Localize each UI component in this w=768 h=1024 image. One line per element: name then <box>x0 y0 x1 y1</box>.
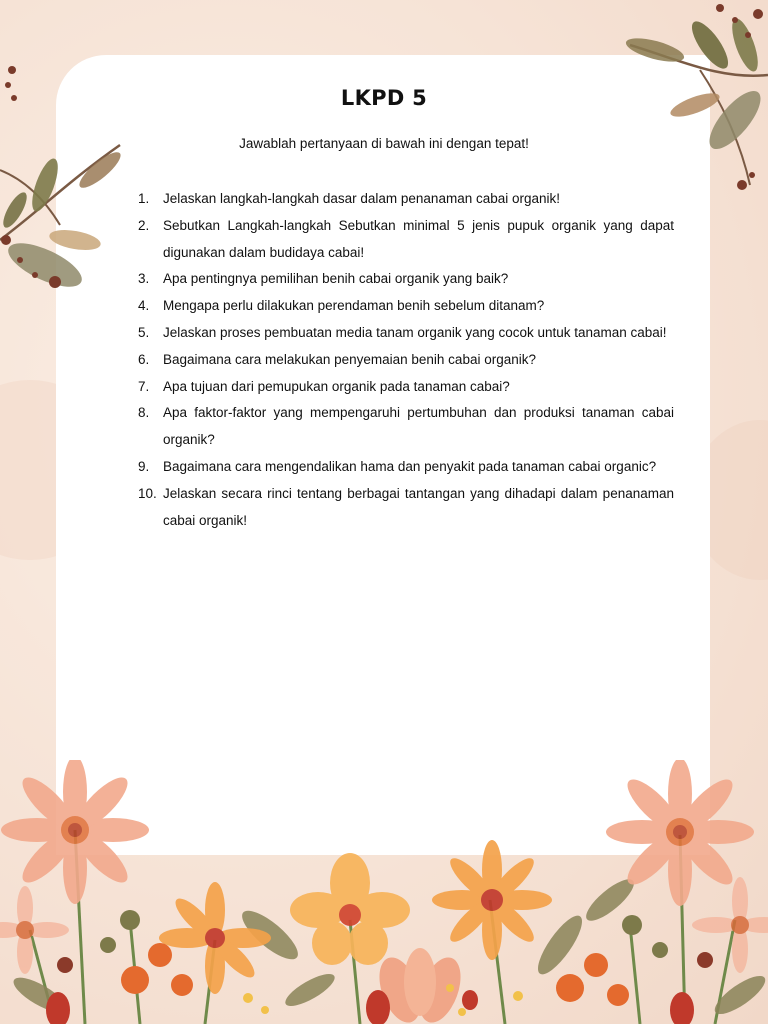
flower-border-icon <box>0 760 768 1024</box>
leaf-branch-icon <box>620 0 768 195</box>
question-text: Sebutkan Langkah-langkah Sebutkan minimal 5 jenis pupuk organik yang dapat digunakan dalam budidaya cabai! <box>163 217 674 260</box>
question-number: 5. <box>138 324 150 340</box>
question-text: Apa tujuan dari pemupukan organik pada tanaman cabai? <box>163 378 510 394</box>
question-number: 6. <box>138 351 150 367</box>
list-item <box>138 266 674 293</box>
question-number: 4. <box>138 298 150 314</box>
list-item <box>138 213 674 267</box>
page-title: LKPD 5 <box>340 86 428 110</box>
list-item <box>138 400 674 454</box>
question-number: 7. <box>138 378 150 394</box>
question-number: 3. <box>138 271 150 287</box>
question-text: Apa pentingnya pemilihan benih cabai organik yang baik? <box>163 271 509 287</box>
list-item <box>138 347 674 374</box>
question-text: Bagaimana cara mengendalikan hama dan penyakit pada tanaman cabai organic? <box>163 458 657 474</box>
question-list <box>138 186 674 534</box>
question-number: 9. <box>138 458 150 474</box>
question-number: 1. <box>138 191 150 206</box>
question-number: 8. <box>138 405 150 421</box>
question-text: Bagaimana cara melakukan penyemaian benih cabai organik? <box>163 351 536 367</box>
question-number: 10. <box>138 485 157 501</box>
question-text: Apa faktor-faktor yang mempengaruhi pertumbuhan dan produksi tanaman cabai organik? <box>163 405 674 448</box>
list-item <box>138 374 674 401</box>
list-item <box>138 186 674 213</box>
question-text: Jelaskan proses pembuatan media tanam organik yang cocok untuk tanaman cabai! <box>163 324 667 340</box>
instruction-text: Jawablah pertanyaan di bawah ini dengan tepat! <box>239 136 529 151</box>
list-item <box>138 454 674 481</box>
question-text: Mengapa perlu dilakukan perendaman benih sebelum ditanam? <box>163 298 545 314</box>
list-item <box>138 481 674 535</box>
list-item <box>138 293 674 320</box>
list-item <box>138 320 674 347</box>
leaf-branch-icon <box>0 60 130 295</box>
question-text: Jelaskan langkah-langkah dasar dalam penanaman cabai organik! <box>163 191 561 206</box>
question-text: Jelaskan secara rinci tentang berbagai tantangan yang dihadapi dalam penanaman cabai organik! <box>163 485 674 528</box>
question-number: 2. <box>138 217 150 233</box>
